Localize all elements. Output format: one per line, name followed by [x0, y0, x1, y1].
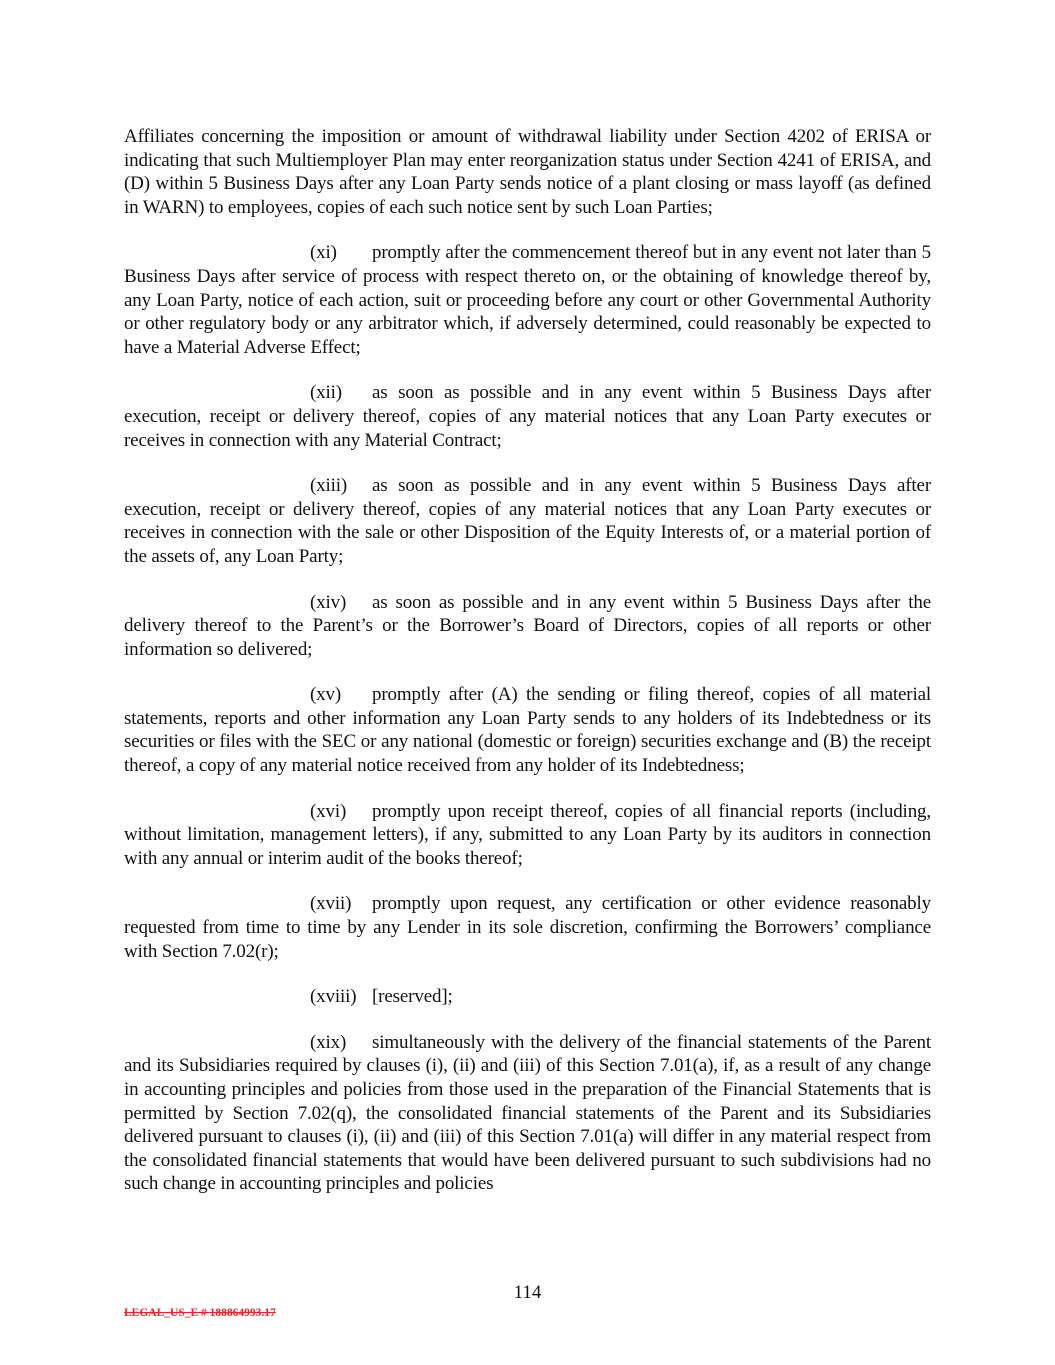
item-text: as soon as possible and in any event within 5 Business Days after the delivery thereof to the Parent’s or the Borrower’s Board of Directors, copies of all reports or other information so delivered;	[124, 591, 931, 660]
item-text: promptly upon receipt thereof, copies of all financial reports (including, without limitation, management letters), if any, submitted to any Loan Party by its auditors in connection with any annual or interim audit of the books thereof;	[124, 800, 931, 869]
item-number: (xviii)	[310, 986, 357, 1008]
item-number: (xi)	[310, 242, 337, 264]
item-text: [reserved];	[372, 986, 453, 1008]
item-number: (xiv)	[310, 591, 347, 613]
item-number: (xvii)	[310, 893, 352, 915]
list-item	[124, 800, 931, 871]
list-item	[124, 381, 931, 452]
item-number: (xv)	[310, 684, 342, 706]
list-item	[124, 241, 931, 359]
document-id-footer: LEGAL_US_E # 188864993.17	[124, 1307, 276, 1319]
document-page	[124, 125, 931, 1218]
list-item	[124, 591, 931, 662]
item-text: as soon as possible and in any event within 5 Business Days after execution, receipt or delivery thereof, copies of any material notices that any Loan Party executes or receives in connection with any Material Contract;	[124, 382, 931, 451]
item-text: promptly after the commencement thereof but in any event not later than 5 Business Days after service of process with respect thereto on, or the obtaining of knowledge thereof by, any Loan Party, notice of each action, suit or proceeding before any court or other Governmental Authority or other regulatory body or any arbitrator which, if adversely determined, could reasonably be expected to have a Material Adverse Effect;	[124, 242, 931, 358]
continuation-paragraph: Affiliates concerning the imposition or amount of withdrawal liability under Section 4202 of ERISA or indicating that such Multiemployer Plan may enter reorganization status under Section 4241 of ERISA, and (D) within 5 Business Days after any Loan Party sends notice of a plant closing or mass layoff (as defined in WARN) to employees, copies of each such notice sent by such Loan Parties;	[124, 126, 931, 218]
item-number: (xvi)	[310, 800, 347, 822]
item-text: promptly upon request, any certification or other evidence reasonably requested from time to time by any Lender in its sole discretion, confirming the Borrowers’ compliance with Section 7.02(r);	[124, 893, 931, 962]
page-number	[0, 1282, 1055, 1304]
page-number-text: 114	[513, 1282, 542, 1303]
list-item	[124, 474, 931, 568]
list-item	[124, 683, 931, 777]
item-number: (xii)	[310, 382, 342, 404]
list-item	[124, 892, 931, 963]
item-text: simultaneously with the delivery of the financial statements of the Parent and its Subsidiaries required by clauses (i), (ii) and (iii) of this Section 7.01(a), if, as a result of any change in accounting principles and policies from those used in the preparation of the Financial Statements that is permitted by Section 7.02(q), the consolidated financial statements of the Parent and its Subsidiaries delivered pursuant to clauses (i), (ii) and (iii) of this Section 7.01(a) will differ in any material respect from the consolidated financial statements that would have been delivered pursuant to such subdivisions had no such change in accounting principles and policies	[124, 1031, 931, 1195]
item-text: as soon as possible and in any event within 5 Business Days after execution, receipt or delivery thereof, copies of any material notices that any Loan Party executes or receives in connection with the sale or other Disposition of the Equity Interests of, or a material portion of the assets of, any Loan Party;	[124, 475, 931, 567]
item-text: promptly after (A) the sending or filing thereof, copies of all material statements, reports and other information any Loan Party sends to any holders of its Indebtedness or its securities or files with the SEC or any national (domestic or foreign) securities exchange and (B) the receipt thereof, a copy of any material notice received from any holder of its Indebtedness;	[124, 684, 931, 777]
item-number: (xix)	[310, 1031, 347, 1053]
list-item	[124, 1031, 931, 1196]
item-number: (xiii)	[310, 475, 348, 497]
list-item	[124, 985, 931, 1009]
